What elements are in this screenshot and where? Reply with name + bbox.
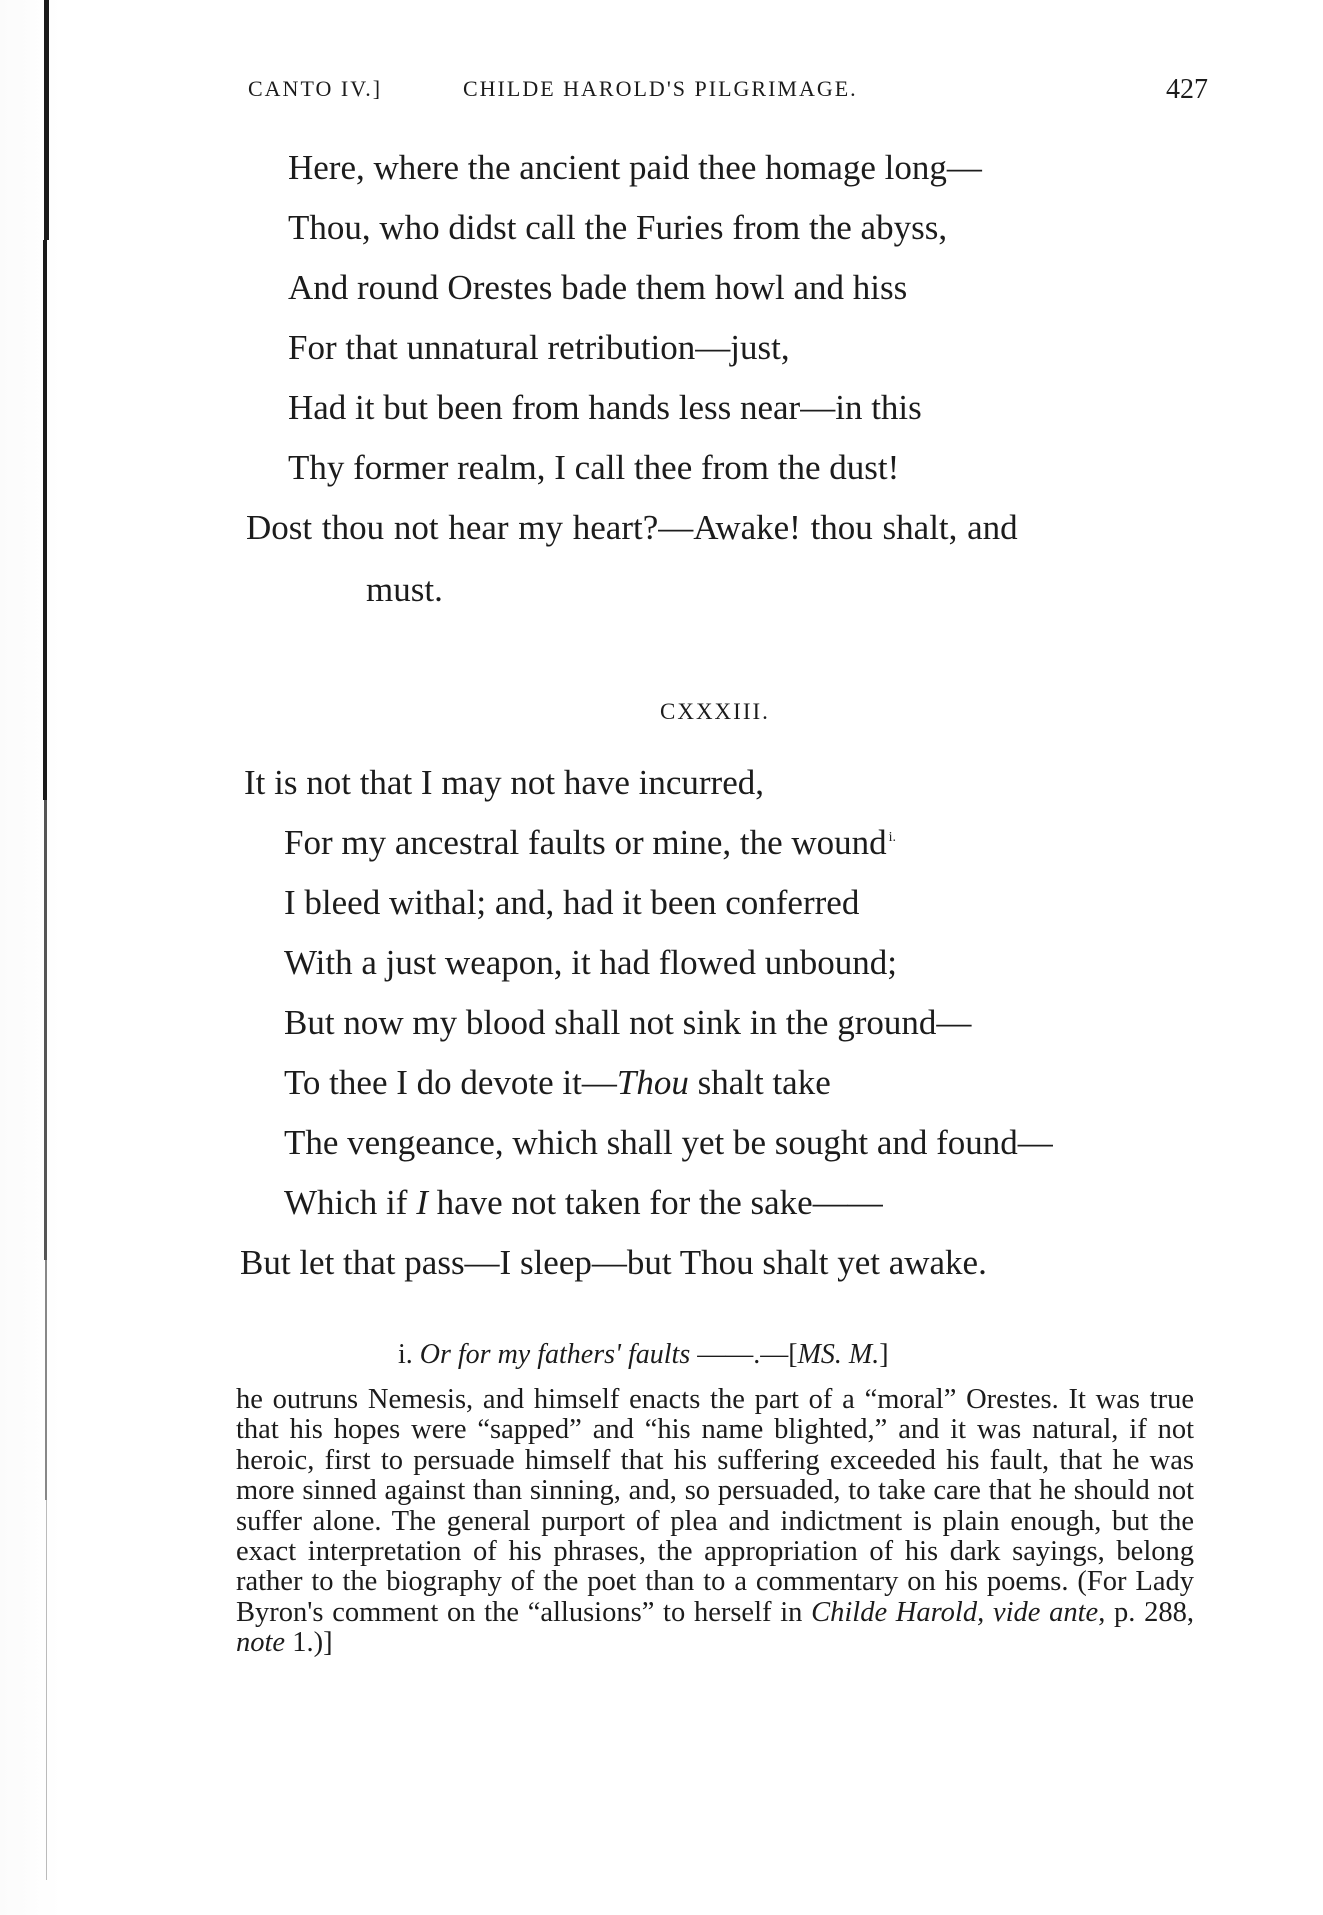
verse-line: For that unnatural retribution—just,	[288, 328, 790, 367]
verse-line: Which if I have not taken for the sake——	[284, 1183, 883, 1222]
binding-edge	[44, 800, 47, 1260]
verse-line: And round Orestes bade them howl and hiss	[288, 268, 908, 307]
verse-line: With a just weapon, it had flowed unbound;	[284, 943, 897, 982]
verse-line: I bleed withal; and, had it been conferred	[284, 883, 860, 922]
verse-line: It is not that I may not have incurred,	[244, 763, 764, 802]
header-canto: CANTO IV.]	[248, 76, 383, 101]
verse-line: Thou, who didst call the Furies from the abyss,	[288, 208, 948, 247]
variant-reading: i. Or for my fathers' faults ——.—[MS. M.]	[398, 1339, 889, 1370]
verse-line: Thy former realm, I call thee from the dust!	[288, 448, 900, 487]
verse-line: For my ancestral faults or mine, the wound $^{i.}$	[284, 823, 897, 862]
verse-line: The vengeance, which shall yet be sought and found—	[284, 1123, 1053, 1162]
binding-edge	[44, 0, 49, 240]
footnote-paragraph: he outruns Nemesis, and himself enacts the part of a “moral” Orestes. It was true that his hopes were “sapped” and “his name blighted,” and it was natural, if not heroic, first to persuade himself that his suffering exceeded his fault, that he was more sinned against than sinning, and, so persuaded, to take care that he should not suffer alone. The general purport of plea and indictment is plain enough, but the exact interpretation of his phrases, the appropriation of his dark sayings, belong rather to the biography of the poet than to a commentary on his poems. (For Lady Byron's comment on the “allusions” to herself in Childe Harold, vide ante, p. 288, note 1.)]	[236, 1384, 1195, 1659]
running-header	[248, 76, 1208, 116]
binding-edge	[45, 1260, 47, 1500]
page-binding-shadow	[0, 0, 62, 1915]
header-title: CHILDE HAROLD'S PILGRIMAGE.	[463, 76, 858, 101]
footnote-marker: i.	[888, 830, 897, 846]
verse-line: Here, where the ancient paid thee homage long—	[288, 148, 982, 187]
verse-line: But now my blood shall not sink in the ground—	[284, 1003, 972, 1042]
verse-line: To thee I do devote it—Thou shalt take	[284, 1063, 831, 1102]
stanza-number: CXXXIII.	[660, 699, 770, 724]
binding-edge	[43, 240, 47, 800]
verse-line-continuation: must.	[366, 570, 443, 609]
verse-line: Had it but been from hands less near—in this	[288, 388, 922, 427]
verse-line: But let that pass—I sleep—but Thou shalt yet awake.	[240, 1243, 987, 1282]
verse-line: Dost thou not hear my heart?—Awake! thou shalt, and	[246, 508, 1018, 547]
binding-edge	[46, 1500, 47, 1880]
page-number: 427	[1166, 74, 1208, 105]
